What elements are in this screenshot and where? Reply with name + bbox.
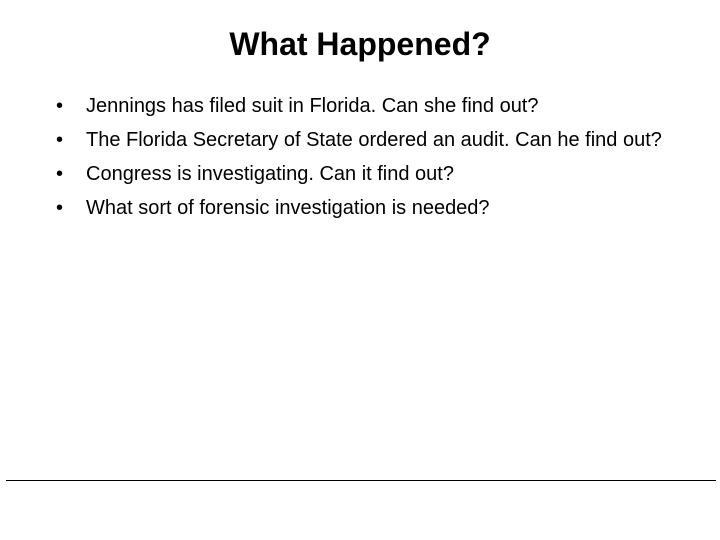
bullet-text: What sort of forensic investigation is needed? [86,197,490,219]
bullet-item [56,193,676,223]
bullet-item [56,159,676,189]
bullet-item [56,125,676,155]
bullet-item [56,91,676,121]
bullet-text: The Florida Secretary of State ordered an audit. Can he find out? [86,129,662,151]
slide-title: What Happened? [229,26,491,62]
bullet-dot-icon: • [56,95,64,117]
bullet-text: Congress is investigating. Can it find out? [86,163,454,185]
footer-divider [6,480,716,481]
bullet-dot-icon: • [56,129,64,151]
bullet-list [56,91,676,227]
bullet-dot-icon: • [56,163,64,185]
bullet-text: Jennings has filed suit in Florida. Can she find out? [86,95,539,117]
bullet-dot-icon: • [56,197,64,219]
